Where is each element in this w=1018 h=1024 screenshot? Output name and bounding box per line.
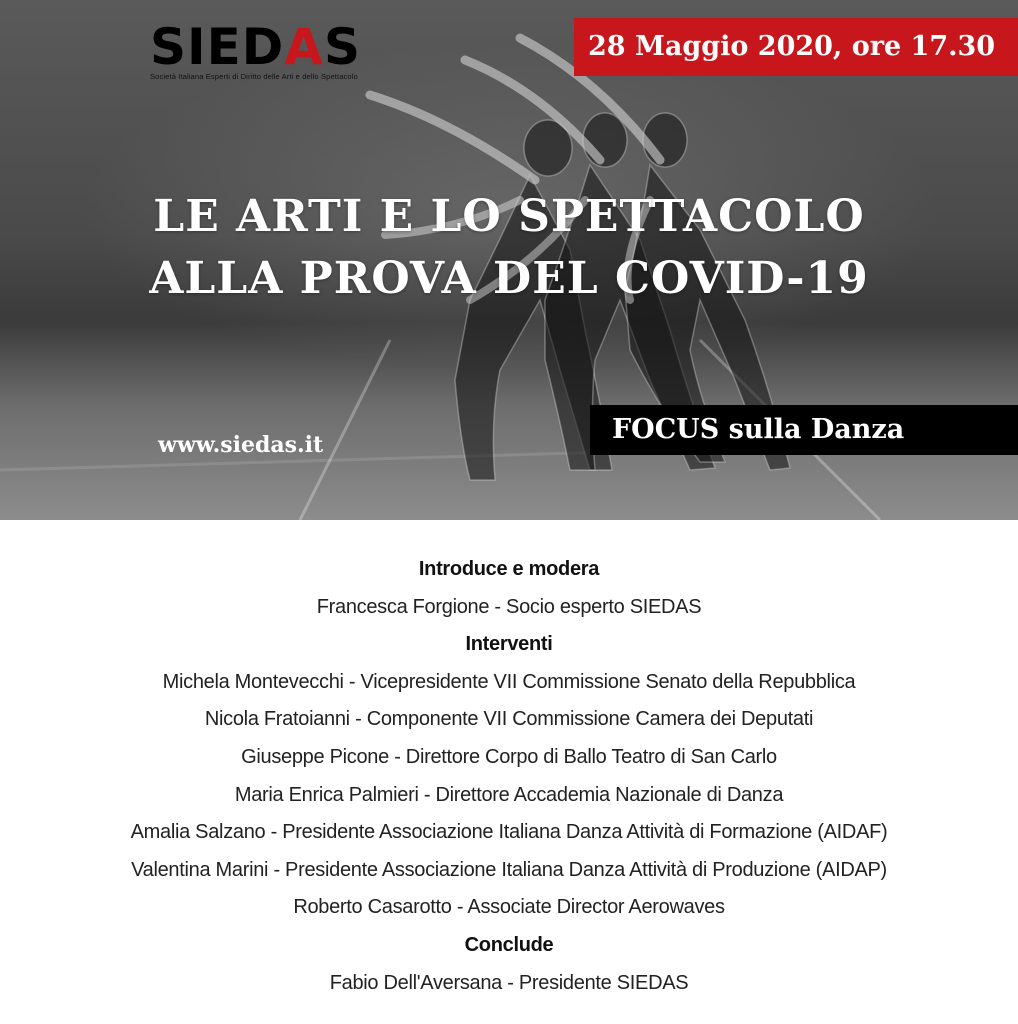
logo-wordmark: SIEDAS (150, 18, 361, 76)
speaker-line: Nicola Fratoianni - Componente VII Commissione Camera dei Deputati (204, 708, 814, 731)
speaker-line: Valentina Marini - Presidente Associazione Italiana Danza Attività di Produzione (AIDAP) (131, 858, 887, 881)
conclude-heading: Conclude (464, 933, 554, 956)
speakers-heading: Interventi (465, 633, 553, 656)
logo-subtitle: Società Italiana Esperti di Diritto delle Arti e dello Spettacolo (150, 72, 358, 81)
program-section (0, 551, 1018, 1002)
event-title-line1: LE ARTI E LO SPETTACOLO (153, 191, 865, 242)
speaker-line: Amalia Salzano - Presidente Associazione Italiana Danza Attività di Formazione (AIDAF) (130, 821, 888, 844)
speaker-line: Maria Enrica Palmieri - Direttore Accademia Nazionale di Danza (234, 783, 784, 806)
event-title-line2: ALLA PROVA DEL COVID-19 (149, 253, 869, 304)
siedas-logo (150, 20, 380, 81)
intro-heading: Introduce e modera (418, 558, 600, 580)
speaker-line: Roberto Casarotto - Associate Director Aerowaves (293, 896, 725, 919)
moderator-line: Francesca Forgione - Socio esperto SIEDAS (316, 595, 702, 618)
event-title (0, 186, 1018, 310)
date-banner: 28 Maggio 2020, ore 17.30 (574, 18, 1018, 76)
closing-line: Fabio Dell'Aversana - Presidente SIEDAS (329, 971, 689, 994)
website-link[interactable]: www.siedas.it (158, 432, 324, 458)
focus-banner: FOCUS sulla Danza (590, 405, 1018, 455)
speaker-line: Giuseppe Picone - Direttore Corpo di Ballo Teatro di San Carlo (241, 745, 777, 768)
speaker-line: Michela Montevecchi - Vicepresidente VII Commissione Senato della Repubblica (162, 670, 856, 693)
